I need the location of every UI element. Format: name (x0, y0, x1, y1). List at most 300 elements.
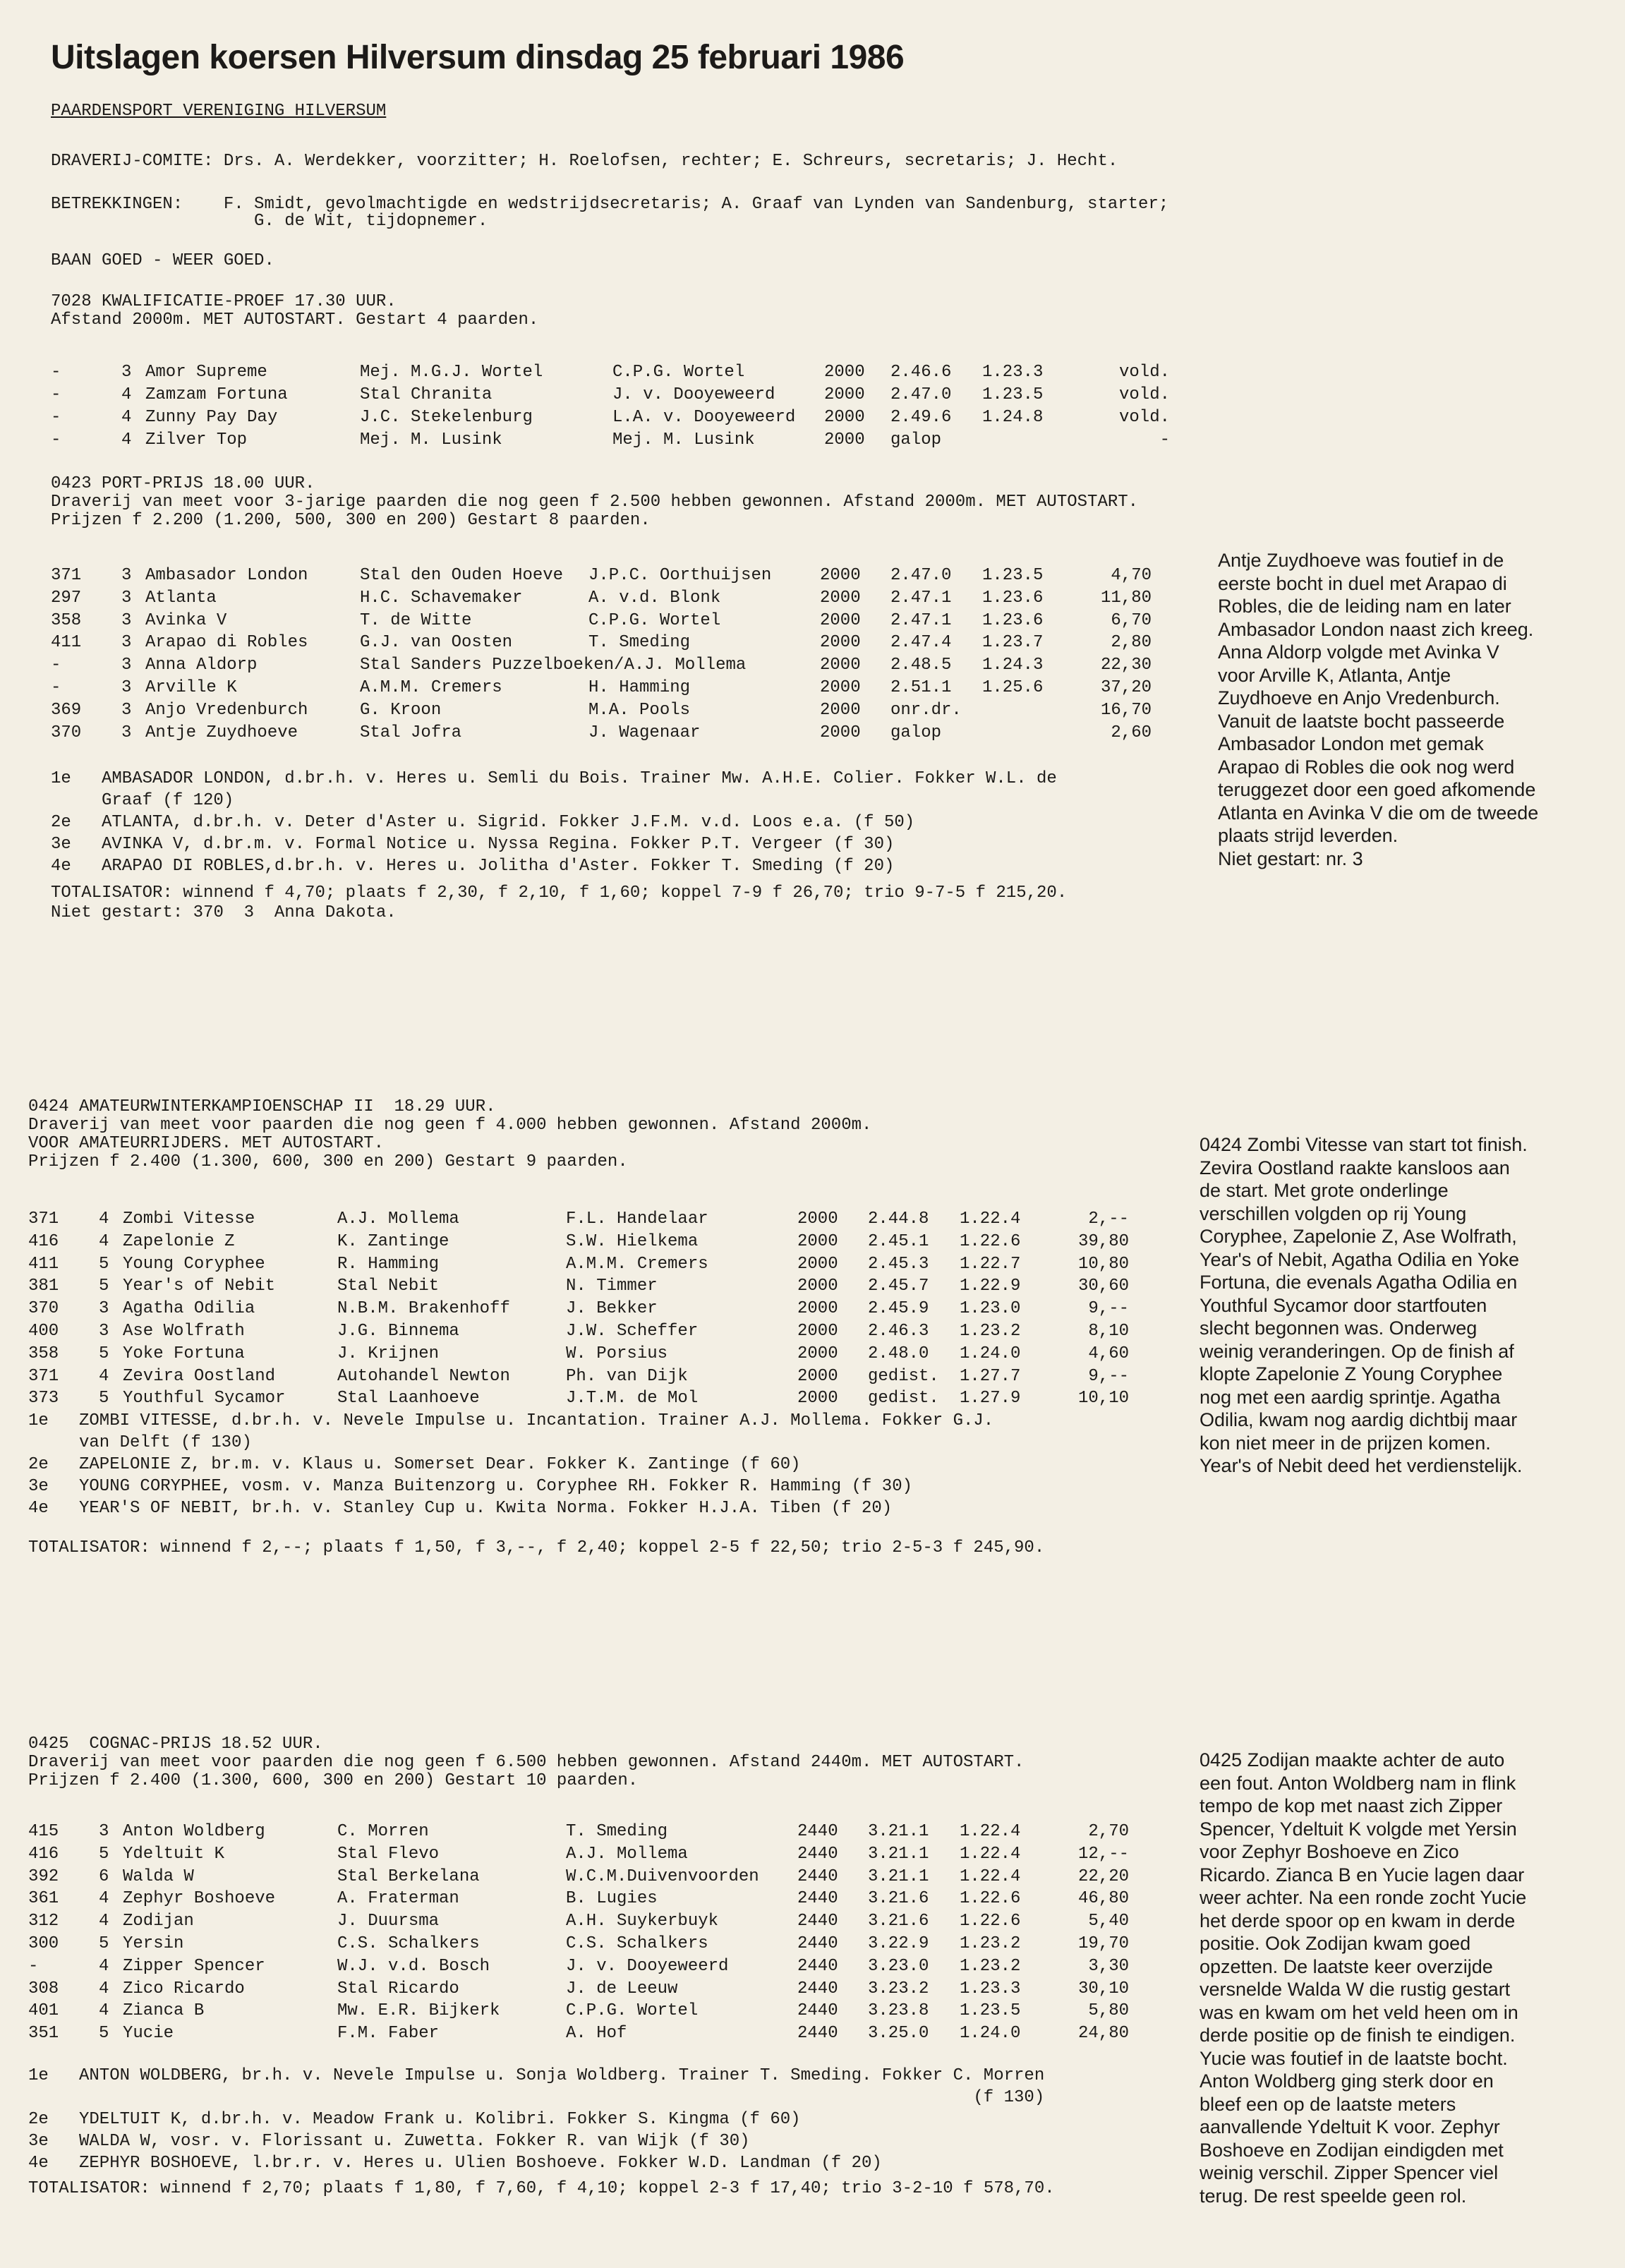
cell-odds: 3,30 (1088, 1956, 1129, 1976)
cell-dist: 2000 (820, 588, 861, 608)
placing-pos: 1e (28, 1411, 49, 1430)
placing-text: ZEPHYR BOSHOEVE, l.br.r. v. Heres u. Ulien Boshoeve. Fokker W.D. Landman (f 20) (79, 2154, 882, 2173)
commentary-line: Yucie was foutief in de laatste bocht. (1200, 2047, 1508, 2069)
cell-nr: - (51, 363, 61, 382)
cell-nr: - (51, 385, 61, 404)
placing-text: (f 130) (79, 2088, 1045, 2107)
cell-nr: - (51, 408, 61, 427)
cell-time: 2.44.8 (868, 1210, 929, 1229)
cell-owner: J.G. Binnema (337, 1322, 459, 1341)
cell-driver: C.P.G. Wortel (588, 610, 721, 630)
cell-odds: 9,-- (1088, 1299, 1129, 1319)
cell-km: 1.23.3 (982, 363, 1044, 382)
cell-owner: W.J. v.d. Bosch (337, 1956, 490, 1976)
cell-nr: - (28, 1956, 39, 1976)
cell-age: 4 (99, 1889, 109, 1909)
cell-horse: Ase Wolfrath (123, 1322, 245, 1341)
cell-km: 1.24.3 (982, 656, 1044, 675)
cell-horse: Amor Supreme (145, 363, 267, 382)
cell-age: 5 (99, 2024, 109, 2044)
cell-age: 3 (121, 566, 132, 585)
race-conditions: Prijzen f 2.400 (1.300, 600, 300 en 200) Gestart 10 paarden. (28, 1771, 639, 1790)
cell-age: 3 (121, 678, 132, 697)
cell-age: 4 (121, 385, 132, 404)
cell-owner: J.C. Stekelenburg (360, 408, 533, 427)
placing-text: ARAPAO DI ROBLES,d.br.h. v. Heres u. Jolitha d'Aster. Fokker T. Smeding (f 20) (102, 857, 895, 876)
race-heading: 7028 KWALIFICATIE-PROEF 17.30 UUR. (51, 292, 397, 311)
cell-time: 3.21.6 (868, 1912, 929, 1931)
totalisator-line: TOTALISATOR: winnend f 2,70; plaats f 1,80, f 7,60, f 4,10; koppel 2-3 f 17,40; trio 3-2-10 f 578,70. (28, 2179, 1055, 2198)
cell-owner: G.J. van Oosten (360, 633, 513, 653)
cell-time: 2.47.1 (890, 588, 952, 608)
commentary-line: voor Zephyr Boshoeve en Zico (1200, 1841, 1459, 1862)
cell-nr: 381 (28, 1277, 59, 1296)
placing-pos: 3e (28, 2132, 49, 2151)
commentary-line: opzetten. De laatste keer overzijde (1200, 1955, 1493, 1977)
cell-dist: 2000 (820, 656, 861, 675)
cell-horse: Yucie (123, 2024, 174, 2044)
cell-nr: 312 (28, 1912, 59, 1931)
placing-pos: 4e (28, 1499, 49, 1518)
cell-age: 3 (121, 723, 132, 742)
cell-nr: 370 (51, 723, 82, 742)
cell-owner: Stal den Ouden Hoeve (360, 566, 564, 585)
cell-odds: 2,-- (1088, 1210, 1129, 1229)
cell-owner: Stal Flevo (337, 1844, 440, 1864)
cell-age: 3 (99, 1322, 109, 1341)
cell-owner: Stal Laanhoeve (337, 1389, 480, 1409)
cell-owner: N.B.M. Brakenhoff (337, 1299, 510, 1319)
placing-text: YEAR'S OF NEBIT, br.h. v. Stanley Cup u. Kwita Norma. Fokker H.J.A. Tiben (f 20) (79, 1499, 893, 1518)
cell-age: 4 (99, 1956, 109, 1976)
cell-owner: Stal Chranita (360, 385, 493, 404)
commentary-line: versnelde Walda W die rustig gestart (1200, 1979, 1511, 2000)
cell-km: 1.22.4 (960, 1822, 1021, 1841)
cell-km: 1.23.0 (960, 1299, 1021, 1319)
cell-nr: 371 (28, 1366, 59, 1386)
cell-km: 1.22.4 (960, 1866, 1021, 1886)
placing-text: AVINKA V, d.br.m. v. Formal Notice u. Nyssa Regina. Fokker P.T. Vergeer (f 30) (102, 835, 895, 854)
placing-pos: 3e (51, 835, 71, 854)
cell-owner: A.J. Mollema (337, 1210, 459, 1229)
commentary-line: Atlanta en Avinka V die om de tweede (1218, 802, 1539, 824)
cell-driver: Ph. van Dijk (566, 1366, 688, 1386)
cell-km: 1.23.3 (960, 1979, 1021, 1998)
cell-nr: 401 (28, 2001, 59, 2021)
cell-owner: Mej. M.G.J. Wortel (360, 363, 543, 382)
cell-odds: 2,80 (1111, 633, 1152, 653)
comite-line: DRAVERIJ-COMITE: Drs. A. Werdekker, voorzitter; H. Roelofsen, rechter; E. Schreurs, secretaris; J. Hecht. (51, 152, 1118, 171)
cell-km: 1.22.6 (960, 1231, 1021, 1251)
commentary-line: Year's of Nebit deed het verdienstelijk. (1200, 1455, 1523, 1476)
cell-age: 3 (121, 610, 132, 630)
cell-time: 2.48.5 (890, 656, 952, 675)
cell-time: 2.45.1 (868, 1231, 929, 1251)
commentary-line: terug. De rest speelde geen rol. (1200, 2185, 1467, 2207)
commentary-line: bleef een op de laatste meters (1200, 2093, 1456, 2115)
cell-odds: 8,10 (1088, 1322, 1129, 1341)
cell-nr: 400 (28, 1322, 59, 1341)
cell-driver: C.P.G. Wortel (566, 2001, 699, 2021)
cell-nr: 308 (28, 1979, 59, 1998)
commentary-line: Zevira Oostland raakte kansloos aan (1200, 1157, 1510, 1178)
cell-driver: J. Wagenaar (588, 723, 701, 742)
cell-odds: vold. (1118, 363, 1170, 382)
cell-age: 6 (99, 1866, 109, 1886)
commentary-line: Niet gestart: nr. 3 (1218, 848, 1363, 869)
page-title: Uitslagen koersen Hilversum dinsdag 25 februari 1986 (51, 39, 905, 76)
cell-time: 2.47.0 (890, 385, 952, 404)
cell-age: 5 (99, 1254, 109, 1274)
placing-pos: 1e (28, 2066, 49, 2085)
commentary-line: weinig verschil. Zipper Spencer viel (1200, 2162, 1499, 2183)
cell-owner: R. Hamming (337, 1254, 440, 1274)
cell-driver: M.A. Pools (588, 700, 691, 720)
cell-odds: 16,70 (1100, 700, 1152, 720)
cell-km: 1.22.9 (960, 1277, 1021, 1296)
commentary-line: verschillen volgden op rij Young (1200, 1202, 1467, 1224)
cell-nr: 416 (28, 1844, 59, 1864)
race-conditions: Draverij van meet voor paarden die nog geen f 6.500 hebben gewonnen. Afstand 2440m. MET AUTOSTART. (28, 1753, 1025, 1772)
cell-odds: - (1159, 430, 1170, 450)
commentary-line: voor Arville K, Atlanta, Antje (1218, 664, 1451, 686)
cell-dist: 2000 (824, 408, 865, 427)
commentary-line: 0425 Zodijan maakte achter de auto (1200, 1749, 1505, 1771)
cell-time: galop (890, 430, 942, 450)
placing-pos: 2e (28, 2110, 49, 2129)
cell-owner: J. Krijnen (337, 1344, 440, 1363)
cell-horse: Yoke Fortuna (123, 1344, 245, 1363)
cell-time: 2.49.6 (890, 408, 952, 427)
cell-dist: 2000 (820, 633, 861, 653)
cell-dist: 2000 (797, 1277, 838, 1296)
commentary-line: Coryphee, Zapelonie Z, Ase Wolfrath, (1200, 1226, 1517, 1247)
cell-horse: Zephyr Boshoeve (123, 1889, 276, 1909)
cell-km: 1.27.7 (960, 1366, 1021, 1386)
cell-age: 4 (99, 1210, 109, 1229)
cell-km: 1.22.4 (960, 1210, 1021, 1229)
cell-nr: 392 (28, 1866, 59, 1886)
cell-time: 3.21.1 (868, 1822, 929, 1841)
race-conditions: Draverij van meet voor paarden die nog geen f 4.000 hebben gewonnen. Afstand 2000m. (28, 1116, 872, 1135)
cell-driver: Mej. M. Lusink (612, 430, 755, 450)
cell-driver: J. de Leeuw (566, 1979, 678, 1998)
cell-owner: H.C. Schavemaker (360, 588, 523, 608)
cell-horse: Zipper Spencer (123, 1956, 265, 1976)
cell-dist: 2000 (797, 1389, 838, 1409)
commentary-line: nog met een aardig sprintje. Agatha (1200, 1386, 1501, 1408)
cell-owner: G. Kroon (360, 700, 442, 720)
cell-nr: - (51, 656, 61, 675)
commentary-line: Vanuit de laatste bocht passeerde (1218, 710, 1505, 732)
cell-dist: 2000 (797, 1366, 838, 1386)
commentary-line: Odilia, kwam nog aardig dichtbij maar (1200, 1409, 1518, 1430)
cell-driver: A.M.M. Cremers (566, 1254, 708, 1274)
cell-dist: 2440 (797, 1822, 838, 1841)
cell-odds: 30,60 (1077, 1277, 1129, 1296)
cell-dist: 2000 (797, 1344, 838, 1363)
cell-odds: vold. (1118, 385, 1170, 404)
placing-text: ATLANTA, d.br.h. v. Deter d'Aster u. Sigrid. Fokker J.F.M. v.d. Loos e.a. (f 50) (102, 813, 915, 832)
cell-time: galop (890, 723, 942, 742)
cell-nr: 371 (51, 566, 82, 585)
cell-age: 3 (121, 588, 132, 608)
cell-owner: A. Fraterman (337, 1889, 459, 1909)
commentary-line: Robles, die de leiding nam en later (1218, 596, 1511, 617)
cell-horse: Arapao di Robles (145, 633, 308, 653)
cell-odds: 46,80 (1077, 1889, 1129, 1909)
cell-time: 2.51.1 (890, 678, 952, 697)
commentary-line: Spencer, Ydeltuit K volgde met Yersin (1200, 1818, 1517, 1840)
cell-horse: Youthful Sycamor (123, 1389, 286, 1409)
cell-owner: A.M.M. Cremers (360, 678, 502, 697)
cell-age: 3 (121, 700, 132, 720)
cell-odds: 10,80 (1077, 1254, 1129, 1274)
cell-driver: T. Smeding (588, 633, 691, 653)
cell-km: 1.23.2 (960, 1956, 1021, 1976)
organization: PAARDENSPORT VERENIGING HILVERSUM (51, 102, 387, 121)
cell-time: gedist. (868, 1366, 939, 1386)
cell-nr: 297 (51, 588, 82, 608)
placing-text: Graaf (f 120) (102, 791, 234, 810)
cell-age: 5 (99, 1934, 109, 1953)
cell-odds: 2,70 (1088, 1822, 1129, 1841)
cell-owner: C.S. Schalkers (337, 1934, 480, 1953)
cell-time: 2.45.9 (868, 1299, 929, 1319)
cell-dist: 2000 (797, 1231, 838, 1251)
cell-horse: Zapelonie Z (123, 1231, 235, 1251)
race-heading: 0425 COGNAC-PRIJS 18.52 UUR. (28, 1735, 323, 1754)
placing-text: ANTON WOLDBERG, br.h. v. Nevele Impulse u. Sonja Woldberg. Trainer T. Smeding. Fokker C. Morren (79, 2066, 1045, 2085)
cell-driver: L.A. v. Dooyeweerd (612, 408, 796, 427)
commentary-line: Anna Aldorp volgde met Avinka V (1218, 641, 1499, 663)
cell-km: 1.22.4 (960, 1844, 1021, 1864)
placing-pos: 2e (28, 1455, 49, 1474)
commentary-line: kon niet meer in de prijzen komen. (1200, 1432, 1491, 1454)
cell-age: 4 (99, 1912, 109, 1931)
cell-horse: Atlanta (145, 588, 217, 608)
cell-km: 1.23.2 (960, 1322, 1021, 1341)
placing-text: WALDA W, vosr. v. Florissant u. Zuwetta. Fokker R. van Wijk (f 30) (79, 2132, 750, 2151)
cell-horse: Zombi Vitesse (123, 1210, 255, 1229)
commentary-line: een fout. Anton Woldberg nam in flink (1200, 1772, 1516, 1794)
commentary-line: Ambasador London met gemak (1218, 733, 1484, 754)
cell-time: 3.21.1 (868, 1844, 929, 1864)
cell-odds: 12,-- (1077, 1844, 1129, 1864)
cell-time: 3.25.0 (868, 2024, 929, 2044)
cell-age: 5 (99, 1389, 109, 1409)
cell-driver: J.T.M. de Mol (566, 1389, 699, 1409)
race-heading: 0423 PORT-PRIJS 18.00 UUR. (51, 474, 315, 493)
cell-odds: 2,60 (1111, 723, 1152, 742)
placing-text: ZOMBI VITESSE, d.br.h. v. Nevele Impulse u. Incantation. Trainer A.J. Mollema. Fokker G.J. (79, 1411, 994, 1430)
cell-nr: 411 (51, 633, 82, 653)
race-heading: 0424 AMATEURWINTERKAMPIOENSCHAP II 18.29 UUR. (28, 1097, 496, 1116)
cell-age: 4 (99, 1366, 109, 1386)
cell-owner: Stal Berkelana (337, 1866, 480, 1886)
cell-driver: B. Lugies (566, 1889, 658, 1909)
commentary-line: weer achter. Na een ronde zocht Yucie (1200, 1887, 1527, 1908)
cell-age: 5 (99, 1344, 109, 1363)
cell-nr: 361 (28, 1889, 59, 1909)
placing-text: YDELTUIT K, d.br.h. v. Meadow Frank u. Kolibri. Fokker S. Kingma (f 60) (79, 2110, 801, 2129)
commentary-line: plaats strijd leverden. (1218, 825, 1399, 846)
cell-owner: Mw. E.R. Bijkerk (337, 2001, 500, 2021)
cell-horse: Year's of Nebit (123, 1277, 276, 1296)
cell-driver: J. v. Dooyeweerd (612, 385, 775, 404)
totalisator-line: Niet gestart: 370 3 Anna Dakota. (51, 903, 397, 922)
cell-time: onr.dr. (890, 700, 962, 720)
cell-dist: 2000 (820, 723, 861, 742)
cell-dist: 2000 (824, 430, 865, 450)
cell-horse: Walda W (123, 1866, 194, 1886)
cell-horse: Arville K (145, 678, 237, 697)
cell-nr: 358 (28, 1344, 59, 1363)
cell-age: 4 (99, 1231, 109, 1251)
cell-driver: C.S. Schalkers (566, 1934, 708, 1953)
cell-owner: Stal Ricardo (337, 1979, 459, 1998)
betrekkingen-line-1: BETREKKINGEN: F. Smidt, gevolmachtigde en wedstrijdsecretaris; A. Graaf van Lynden van Sandenburg, starter; (51, 195, 1169, 214)
cell-age: 4 (121, 408, 132, 427)
cell-km: 1.24.0 (960, 1344, 1021, 1363)
cell-owner: C. Morren (337, 1822, 429, 1841)
cell-nr: 415 (28, 1822, 59, 1841)
cell-age: 3 (121, 363, 132, 382)
cell-nr: 416 (28, 1231, 59, 1251)
placing-pos: 4e (51, 857, 71, 876)
cell-horse: Zilver Top (145, 430, 248, 450)
cell-dist: 2000 (797, 1254, 838, 1274)
cell-odds: 4,60 (1088, 1344, 1129, 1363)
cell-km: 1.24.0 (960, 2024, 1021, 2044)
cell-horse: Zodijan (123, 1912, 194, 1931)
cell-dist: 2000 (820, 610, 861, 630)
commentary-line: Ricardo. Zianca B en Yucie lagen daar (1200, 1864, 1525, 1886)
cell-age: 5 (99, 1844, 109, 1864)
cell-odds: 10,10 (1077, 1389, 1129, 1409)
cell-owner: Mej. M. Lusink (360, 430, 502, 450)
cell-time: 3.23.0 (868, 1956, 929, 1976)
cell-dist: 2440 (797, 1844, 838, 1864)
cell-dist: 2000 (824, 385, 865, 404)
cell-dist: 2000 (797, 1322, 838, 1341)
cell-time: 2.47.0 (890, 566, 952, 585)
cell-horse: Anna Aldorp (145, 656, 258, 675)
commentary-line: aanvallende Ydeltuit K voor. Zephyr (1200, 2116, 1500, 2137)
cell-nr: 300 (28, 1934, 59, 1953)
track-condition: BAAN GOED - WEER GOED. (51, 251, 274, 270)
cell-time: 2.46.6 (890, 363, 952, 382)
cell-driver: J. v. Dooyeweerd (566, 1956, 729, 1976)
race-commentary (1218, 549, 1550, 870)
placing-text: AMBASADOR LONDON, d.br.h. v. Heres u. Semli du Bois. Trainer Mw. A.H.E. Colier. Fokker W.L. de (102, 769, 1057, 788)
commentary-line: het derde spoor op en kwam in derde (1200, 1910, 1516, 1931)
cell-odds: 9,-- (1088, 1366, 1129, 1386)
race-conditions: Prijzen f 2.200 (1.200, 500, 300 en 200) Gestart 8 paarden. (51, 511, 651, 530)
cell-time: 2.47.4 (890, 633, 952, 653)
cell-time: 3.22.9 (868, 1934, 929, 1953)
cell-odds: 24,80 (1077, 2024, 1129, 2044)
cell-driver: H. Hamming (588, 678, 691, 697)
cell-owner: Autohandel Newton (337, 1366, 510, 1386)
cell-owner: Stal Sanders Puzzelboeken/A.J. Mollema (360, 656, 747, 675)
cell-horse: Young Coryphee (123, 1254, 265, 1274)
cell-km: 1.23.5 (982, 385, 1044, 404)
cell-km: 1.23.6 (982, 610, 1044, 630)
cell-km: 1.22.6 (960, 1889, 1021, 1909)
cell-age: 3 (121, 633, 132, 653)
cell-horse: Antje Zuydhoeve (145, 723, 298, 742)
cell-nr: - (51, 678, 61, 697)
cell-driver: A. v.d. Blonk (588, 588, 721, 608)
cell-km: 1.27.9 (960, 1389, 1021, 1409)
cell-nr: 370 (28, 1299, 59, 1319)
cell-time: 3.21.1 (868, 1866, 929, 1886)
commentary-line: derde positie op de finish te eindigen. (1200, 2025, 1516, 2046)
cell-odds: 4,70 (1111, 566, 1152, 585)
commentary-line: Ambasador London naast zich kreeg. (1218, 618, 1534, 640)
cell-dist: 2440 (797, 2024, 838, 2044)
cell-nr: 358 (51, 610, 82, 630)
cell-horse: Agatha Odilia (123, 1299, 255, 1319)
placing-pos: 4e (28, 2154, 49, 2173)
cell-nr: 351 (28, 2024, 59, 2044)
cell-horse: Anton Woldberg (123, 1822, 265, 1841)
cell-horse: Anjo Vredenburch (145, 700, 308, 720)
cell-driver: A.H. Suykerbuyk (566, 1912, 719, 1931)
cell-odds: 30,10 (1077, 1979, 1129, 1998)
cell-time: 2.48.0 (868, 1344, 929, 1363)
cell-km: 1.25.6 (982, 678, 1044, 697)
commentary-line: de start. Met grote onderlinge (1200, 1180, 1449, 1201)
cell-nr: - (51, 430, 61, 450)
cell-km: 1.23.5 (982, 566, 1044, 585)
cell-driver: F.L. Handelaar (566, 1210, 708, 1229)
commentary-line: Antje Zuydhoeve was foutief in de (1218, 550, 1504, 571)
cell-horse: Zico Ricardo (123, 1979, 245, 1998)
cell-time: 3.21.6 (868, 1889, 929, 1909)
race-conditions: Prijzen f 2.400 (1.300, 600, 300 en 200) Gestart 9 paarden. (28, 1152, 628, 1171)
cell-odds: 6,70 (1111, 610, 1152, 630)
cell-owner: J. Duursma (337, 1912, 440, 1931)
commentary-line: 0424 Zombi Vitesse van start tot finish. (1200, 1134, 1528, 1155)
commentary-line: teruggezet door een goed afkomende (1218, 779, 1536, 800)
commentary-line: Youthful Sycamor door startfouten (1200, 1294, 1487, 1316)
commentary-line: Fortuna, die evenals Agatha Odilia en (1200, 1272, 1518, 1293)
cell-time: 3.23.2 (868, 1979, 929, 1998)
cell-driver: C.P.G. Wortel (612, 363, 745, 382)
cell-age: 3 (121, 656, 132, 675)
cell-km: 1.24.8 (982, 408, 1044, 427)
cell-km: 1.23.7 (982, 633, 1044, 653)
cell-dist: 2000 (820, 700, 861, 720)
cell-nr: 369 (51, 700, 82, 720)
cell-dist: 2000 (797, 1210, 838, 1229)
cell-age: 4 (99, 1979, 109, 1998)
placing-text: YOUNG CORYPHEE, vosm. v. Manza Buitenzorg u. Coryphee RH. Fokker R. Hamming (f 30) (79, 1477, 912, 1496)
cell-driver: N. Timmer (566, 1277, 658, 1296)
cell-horse: Yersin (123, 1934, 184, 1953)
cell-km: 1.23.2 (960, 1934, 1021, 1953)
commentary-line: was en kwam om het veld heen om in (1200, 2001, 1518, 2023)
cell-owner: Stal Nebit (337, 1277, 440, 1296)
race-conditions: Draverij van meet voor 3-jarige paarden die nog geen f 2.500 hebben gewonnen. Afstand 2000m. MET AUTOSTART. (51, 493, 1139, 512)
cell-horse: Avinka V (145, 610, 227, 630)
placing-text: ZAPELONIE Z, br.m. v. Klaus u. Somerset Dear. Fokker K. Zantinge (f 60) (79, 1455, 801, 1474)
commentary-line: eerste bocht in duel met Arapao di (1218, 572, 1507, 594)
cell-driver: J.W. Scheffer (566, 1322, 699, 1341)
cell-driver: J.P.C. Oorthuijsen (588, 566, 772, 585)
